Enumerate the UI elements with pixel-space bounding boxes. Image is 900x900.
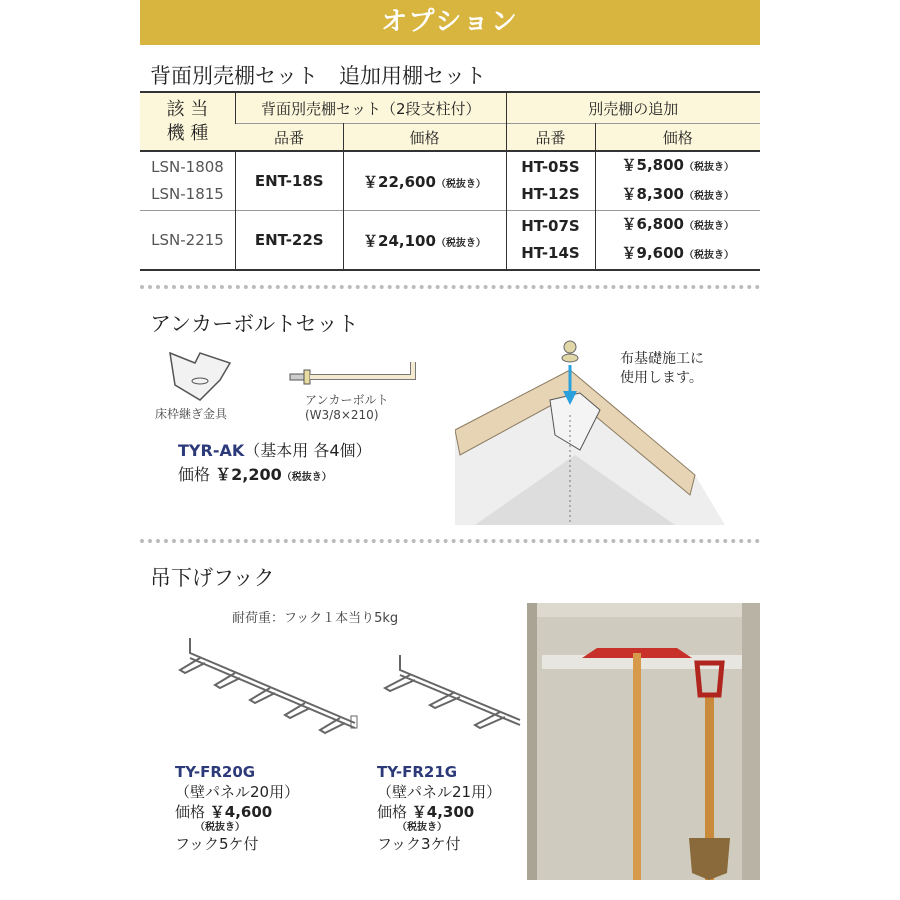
set-price: ￥22,600 xyxy=(363,172,436,191)
add-part-no: HT-05S xyxy=(521,158,580,176)
tax-note: （税抜き） xyxy=(683,191,734,202)
th-part-no: 品番 xyxy=(506,124,595,152)
price: ￥4,300 xyxy=(411,803,475,821)
price: ￥2,200 xyxy=(215,465,282,484)
tax-note: （税抜き） xyxy=(397,822,447,833)
divider xyxy=(140,285,760,289)
hook-in-use-photo xyxy=(527,603,760,880)
panel-note: （壁パネル21用） xyxy=(377,783,502,801)
model: LSN-1815 xyxy=(151,185,224,203)
hook-item xyxy=(175,762,299,854)
price-label: 価格 xyxy=(377,803,408,821)
tax-note: （税抜き） xyxy=(435,178,486,190)
options-banner: オプション xyxy=(140,0,760,45)
shelf-price-table xyxy=(140,91,760,271)
add-part-no: HT-12S xyxy=(521,185,580,203)
usage-note: 布基礎施工に 使用します。 xyxy=(620,351,704,386)
set-price: ￥24,100 xyxy=(363,231,436,250)
th-rear-set: 背面別売棚セット（2段支柱付） xyxy=(236,92,507,124)
tax-note: （税抜き） xyxy=(683,221,734,232)
add-part-no: HT-07S xyxy=(521,217,580,235)
hook-fr20g-image xyxy=(175,628,365,748)
tax-note: （税抜き） xyxy=(683,162,734,173)
model: LSN-1808 xyxy=(151,158,224,176)
th-addition: 別売棚の追加 xyxy=(506,92,760,124)
shelf-section-title: 背面別売棚セット 追加用棚セット xyxy=(150,64,486,88)
add-price: ￥9,600 xyxy=(621,244,684,262)
model: LSN-2215 xyxy=(151,231,224,249)
th-part-no: 品番 xyxy=(236,124,344,152)
add-price: ￥8,300 xyxy=(621,185,684,203)
price-label: 価格 xyxy=(178,465,211,484)
price-label: 価格 xyxy=(175,803,206,821)
tax-note: （税抜き） xyxy=(195,822,245,833)
add-price: ￥6,800 xyxy=(621,215,684,233)
price: ￥4,600 xyxy=(209,803,273,821)
set-part-no: ENT-18S xyxy=(236,151,344,211)
add-price: ￥5,800 xyxy=(621,156,684,174)
product-code: TYR-AK xyxy=(178,441,245,460)
add-part-no: HT-14S xyxy=(521,244,580,262)
tax-note: （税抜き） xyxy=(683,250,734,261)
hook-section-title: 吊下げフック xyxy=(150,566,275,590)
set-part-no: ENT-22S xyxy=(236,211,344,271)
anchor-bolt-image xyxy=(285,360,420,390)
table-row xyxy=(140,211,760,271)
floor-bracket-image xyxy=(160,345,240,405)
bolt-label: アンカーボルト xyxy=(305,393,389,407)
th-price: 価格 xyxy=(343,124,506,152)
table-row xyxy=(140,151,760,211)
hook-fr21g-image xyxy=(375,650,525,750)
hook-count: フック5ケ付 xyxy=(175,835,259,853)
tax-note: （税抜き） xyxy=(281,472,332,483)
tax-note: （税抜き） xyxy=(435,237,486,249)
hook-count: フック3ケ付 xyxy=(377,835,461,853)
load-capacity: 耐荷重：フック１本当り5kg xyxy=(232,611,399,626)
anchor-section-title: アンカーボルトセット xyxy=(150,312,359,336)
code-note: （基本用 各4個） xyxy=(244,441,372,460)
bracket-label: 床枠継ぎ金具 xyxy=(155,407,228,421)
product-code: TY-FR20G xyxy=(175,763,256,781)
th-model: 該 当 機 種 xyxy=(140,92,236,151)
bolt-spec: (W3/8×210) xyxy=(305,408,379,422)
th-price: 価格 xyxy=(595,124,760,152)
panel-note: （壁パネル20用） xyxy=(175,783,300,801)
divider xyxy=(140,539,760,543)
product-code: TY-FR21G xyxy=(377,763,458,781)
hook-item xyxy=(377,762,501,854)
